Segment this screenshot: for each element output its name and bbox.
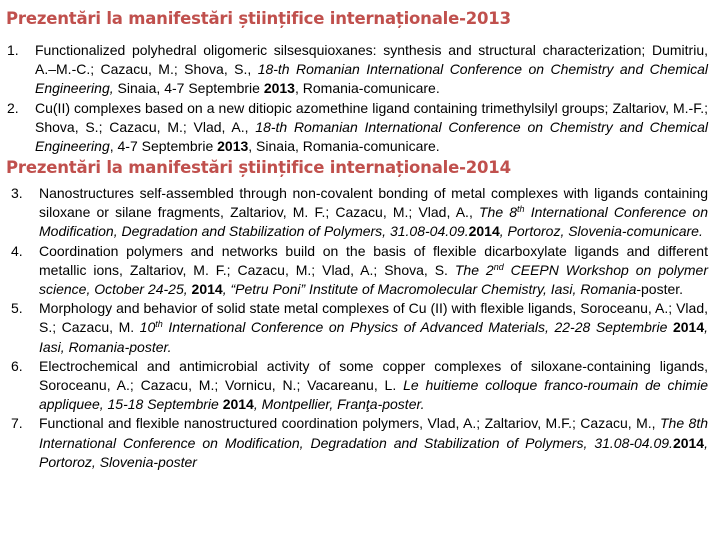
section-heading-2014: Prezentări la manifestări științifice internaționale-2014 [6, 158, 511, 177]
item-number: 5. [11, 300, 23, 317]
item-title: Functionalized polyhedral oligomeric silsesquioxanes: synthesis and structural characterization; Dumitriu, A.–M.-C.; Cazacu, M.; Shova, S., [35, 42, 708, 78]
item-title: Cu(II) complexes based on a new ditiopic azomethine ligand containing trimethylsilyl groups; Zaltariov, M.-F.; Shova, S.; Cazacu, M.; Vlad, A., [35, 99, 708, 135]
item-venue-start: 10 [139, 319, 156, 336]
item-number: 4. [11, 242, 23, 259]
item-year: 2014 [191, 281, 223, 298]
item-year: 2014 [672, 319, 705, 336]
item-venue: The 8th International Conference on Modification, Degradation and Stabilization of Polymers, 31.08-04.09. [39, 415, 709, 451]
item-number: 3. [11, 185, 23, 201]
item-venue-ordinal: th [517, 204, 525, 215]
item-venue-start: The 2 [454, 261, 494, 278]
item-venue-ordinal: nd [493, 261, 504, 272]
item-venue: 18-th Romanian International Conference on Chemistry and Chemical Engineering, [35, 61, 708, 97]
item-details: Sinaia, 4-7 Septembrie [117, 80, 260, 97]
item-tail: , Montpellier, Franţa-poster. [253, 396, 425, 413]
item-venue [140, 319, 668, 335]
item-number: 6. [11, 357, 23, 374]
item-tail: , Romania-comunicare. [294, 80, 440, 97]
item-tail: , “Petru Poni” Institute of Macromolecular Chemistry, Iasi, Romania [222, 281, 637, 298]
item-venue: Le huitieme colloque franco-roumain de chimie appliquee, 15-18 Septembrie [39, 377, 708, 413]
list-item [0, 357, 708, 415]
list-item [0, 242, 708, 300]
section-heading-2013: Prezentări la manifestări științifice internaționale-2013 [6, 9, 511, 28]
item-tail-type: -poster. [636, 281, 684, 298]
item-title: Morphology and behavior of solid state metal complexes of Cu (II) with flexible ligands, Soroceanu, A.; Vlad, S.; Cazacu, M. [39, 300, 708, 336]
list-item [0, 414, 708, 472]
item-year: 2014 [672, 434, 705, 451]
item-title: Coordination polymers and networks build on the basis of flexible dicarboxylate ligands and different metallic ions, Zaltariov, M. F.; Cazacu, M.; Vlad, A.; Shova, S. [39, 242, 708, 278]
item-title: Nanostructures self-assembled through non-covalent bonding of metal complexes with ligands containing siloxane or silane fragments, Zaltariov, M. F.; Cazacu, M.; Vlad, A., [39, 185, 708, 221]
item-year: 2014 [222, 396, 254, 413]
item-venue-rest: International Conference on Modification, Degradation and Stabilization of Polymers, 31.08-04.09. [39, 204, 708, 240]
item-details: , 4-7 Septembrie [109, 138, 214, 155]
item-year: 2014 [468, 223, 500, 240]
item-tail: , Portoroz, Slovenia-poster [39, 434, 708, 470]
list-item [0, 99, 708, 157]
item-number: 2. [7, 99, 19, 116]
item-title: Electrochemical and antimicrobial activity of some copper complexes of siloxane-containing ligands, Soroceanu, A.; Cazacu, M.; Vornicu, N.; Vacareanu, L. [39, 357, 708, 394]
item-year: 2013 [217, 138, 249, 155]
item-venue-start: The 8 [478, 204, 518, 221]
item-number: 1. [7, 42, 19, 58]
item-tail: , Iasi, Romania-poster. [39, 319, 709, 355]
list-item [0, 184, 708, 242]
item-year: 2013 [263, 80, 295, 97]
item-tail: , Portoroz, Slovenia-comunicare. [499, 223, 703, 240]
item-venue-rest: CEEPN Workshop on polymer science, October 24-25, [39, 261, 708, 298]
list-2014 [0, 184, 708, 472]
item-tail: , Sinaia, Romania-comunicare. [248, 138, 440, 155]
list-item [0, 41, 708, 99]
list-item [0, 299, 708, 357]
item-number: 7. [11, 415, 23, 432]
item-venue: 18-th Romanian International Conference on Chemistry and Chemical Engineering [35, 118, 708, 155]
list-2013 [0, 41, 708, 156]
item-venue-ordinal: th [155, 319, 163, 330]
item-venue-rest: International Conference on Physics of Advanced Materials, 22-28 Septembrie [168, 319, 668, 336]
item-title: Functional and flexible nanostructured coordination polymers, Vlad, A.; Zaltariov, M.F.; Cazacu, M., [39, 415, 656, 432]
